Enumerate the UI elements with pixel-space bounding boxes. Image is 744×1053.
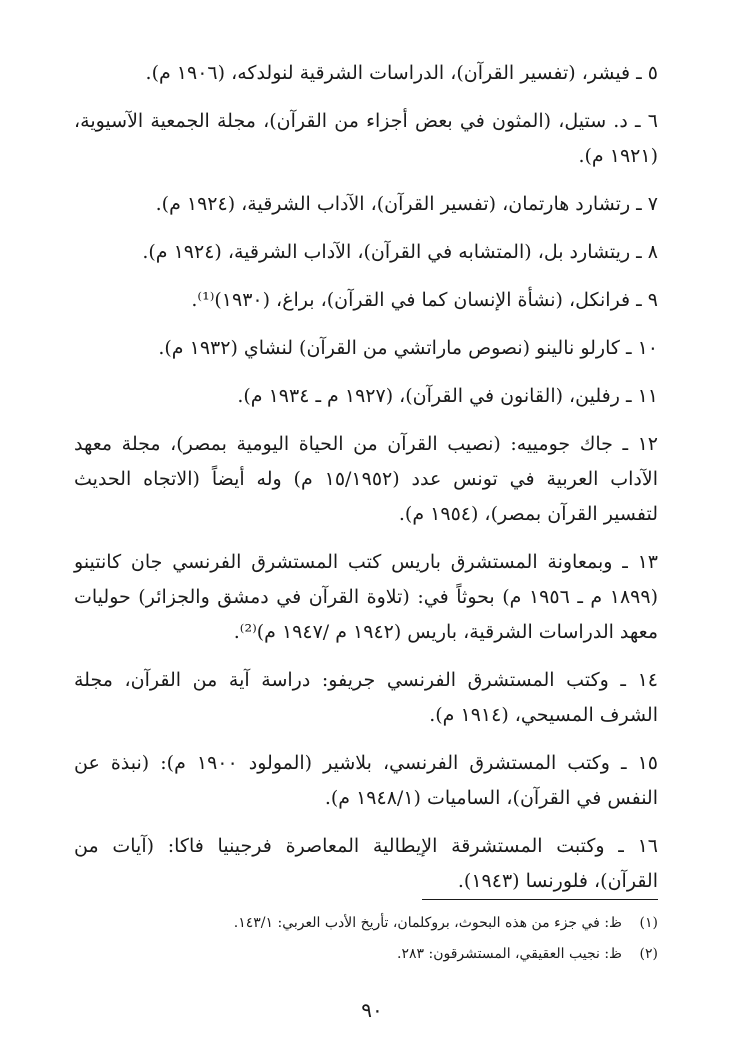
footnote-divider <box>422 899 658 900</box>
footnote-number: (١) <box>639 915 658 931</box>
footnote <box>74 908 658 939</box>
entry-item: ٧ ـ رتشارد هارتمان، (تفسير القرآن)، الآداب الشرقية، (١٩٢٤ م). <box>155 193 658 215</box>
entry-item: ١٠ ـ كارلو نالينو (نصوص ماراتشي من القرآن) لنشاي (١٩٣٢ م). <box>158 337 658 359</box>
entry-item: ١١ ـ رفلين، (القانون في القرآن)، (١٩٢٧ م ـ ١٩٣٤ م). <box>237 385 658 407</box>
entry-item: ٩ ـ فرانكل، (نشأة الإنسان كما في القرآن)، براغ، (١٩٣٠)⁽¹⁾. <box>191 289 658 311</box>
entry-item: ١٥ ـ وكتب المستشرق الفرنسي، بلاشير (المولود ١٩٠٠ م): (نبذة عن النفس في القرآن)، الساميات (١٩٤٨/١ م). <box>74 752 658 809</box>
footnote <box>74 939 658 970</box>
footnote-text: ظ: نجيب العقيقي، المستشرقون: ٢٨٣. <box>397 946 622 962</box>
footnote-text: ظ: في جزء من هذه البحوث، بروكلمان، تأريخ الأدب العربي: ١٤٣/١. <box>233 915 622 931</box>
footnotes <box>74 908 658 970</box>
entry-item: ٦ ـ د. ستيل، (المثون في بعض أجزاء من القرآن)، مجلة الجمعية الآسيوية، (١٩٢١ م). <box>74 110 658 167</box>
entry-list <box>74 56 658 912</box>
entry-item: ٥ ـ فيشر، (تفسير القرآن)، الدراسات الشرقية لنولدكه، (١٩٠٦ م). <box>145 62 658 84</box>
footnote-number: (٢) <box>639 946 658 962</box>
entry-item: ١٤ ـ وكتب المستشرق الفرنسي جريفو: دراسة آية من القرآن، مجلة الشرف المسيحي، (١٩١٤ م). <box>74 669 658 726</box>
entry-item: ١٢ ـ جاك جومييه: (نصيب القرآن من الحياة اليومية بمصر)، مجلة معهد الآداب العربية في تونس عدد (١٥/١٩٥٢ م) وله أيضاً (الاتجاه الحديث لتفسير القرآن بمصر)، (١٩٥٤ م). <box>74 433 658 525</box>
entry-item: ١٦ ـ وكتبت المستشرقة الإيطالية المعاصرة فرجينيا فاكا: (آيات من القرآن)، فلورنسا (١٩٤٣). <box>74 835 658 892</box>
page-number: ٩٠ <box>361 998 383 1022</box>
entry-item: ٨ ـ ريتشارد بل، (المتشابه في القرآن)، الآداب الشرقية، (١٩٢٤ م). <box>142 241 658 263</box>
entry-item: ١٣ ـ وبمعاونة المستشرق باريس كتب المستشرق الفرنسي جان كانتينو (١٨٩٩ م ـ ١٩٥٦ م) بحوثاً في: (تلاوة القرآن في دمشق والجزائر) حوليات معهد الدراسات الشرقية، باريس (١٩٤٢ م /١٩٤٧ م)⁽²⁾. <box>74 551 658 643</box>
